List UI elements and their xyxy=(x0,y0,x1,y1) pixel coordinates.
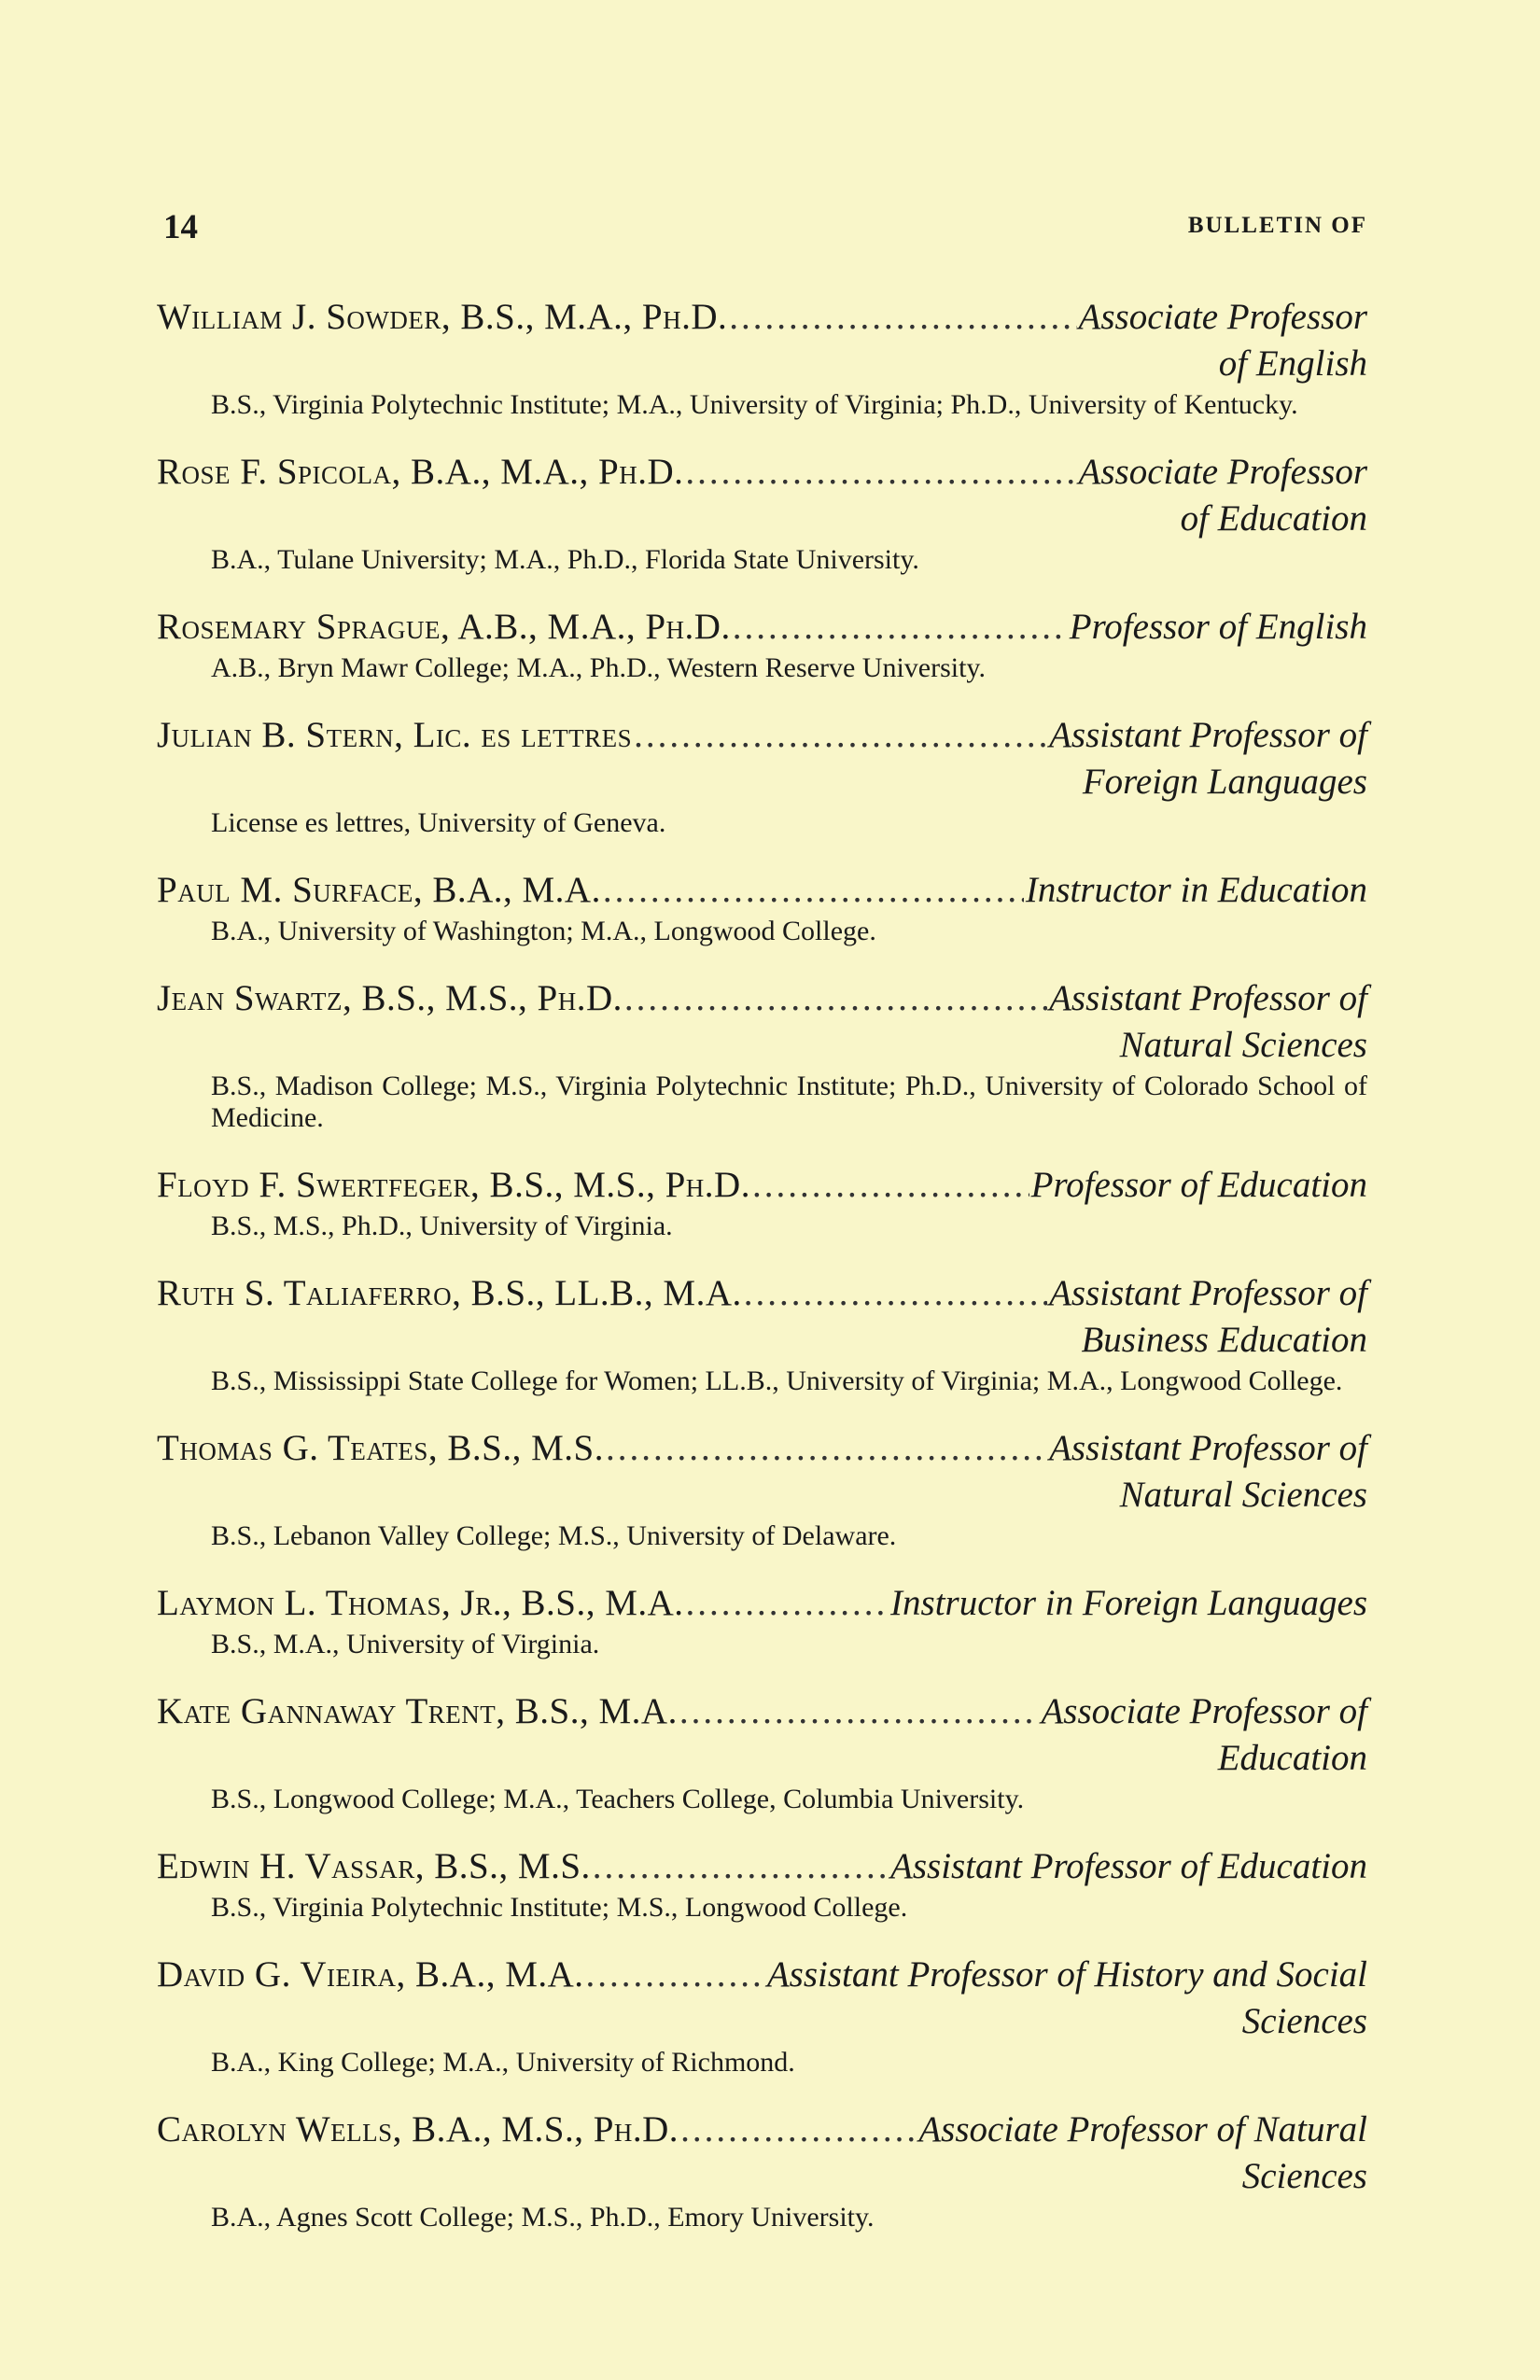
faculty-entry xyxy=(157,1162,1367,1242)
faculty-name: Carolyn Wells, B.A., M.S., Ph.D. xyxy=(157,2109,679,2149)
faculty-degrees: B.S., Lebanon Valley College; M.S., University of Delaware. xyxy=(211,1520,897,1551)
faculty-name: Rosemary Sprague, A.B., M.A., Ph.D. xyxy=(157,607,731,647)
faculty-name: Rose F. Spicola, B.A., M.A., Ph.D. xyxy=(157,452,684,492)
faculty-title: Associate Professor xyxy=(1078,297,1367,337)
entry-heading xyxy=(157,294,1367,341)
faculty-title: Assistant Professor of xyxy=(1049,978,1367,1018)
faculty-name: Julian B. Stern, Lic. es lettres xyxy=(157,715,633,755)
faculty-name: Floyd F. Swertfeger, B.S., M.S., Ph.D. xyxy=(157,1165,750,1205)
dot-leader xyxy=(685,449,1076,496)
running-head: BULLETIN OF xyxy=(1187,213,1367,238)
faculty-entry xyxy=(157,712,1367,839)
faculty-name: Thomas G. Teates, B.S., M.S. xyxy=(157,1428,604,1468)
entry-heading xyxy=(157,2107,1367,2153)
faculty-title: Assistant Professor of Education xyxy=(890,1846,1367,1886)
faculty-entry xyxy=(157,2107,1367,2233)
faculty-entry xyxy=(157,449,1367,576)
dot-leader xyxy=(606,1425,1047,1472)
entry-heading xyxy=(157,1162,1367,1209)
faculty-title-continued: Education xyxy=(1217,1738,1367,1778)
page-number: 14 xyxy=(163,208,198,246)
faculty-name: Paul M. Surface, B.A., M.A. xyxy=(157,870,601,910)
entry-heading xyxy=(157,1425,1367,1472)
faculty-name: William J. Sowder, B.S., M.A., Ph.D. xyxy=(157,297,728,337)
faculty-degrees: B.S., M.S., Ph.D., University of Virginia. xyxy=(211,1211,673,1241)
entry-heading xyxy=(157,1952,1367,1998)
faculty-name: Jean Swartz, B.S., M.S., Ph.D. xyxy=(157,978,623,1018)
dot-leader xyxy=(680,2107,917,2153)
entry-heading xyxy=(157,449,1367,496)
faculty-name: Laymon L. Thomas, Jr., B.S., M.A. xyxy=(157,1583,684,1623)
faculty-entry xyxy=(157,975,1367,1134)
dot-leader xyxy=(733,604,1068,651)
entry-heading xyxy=(157,1270,1367,1317)
dot-leader xyxy=(729,294,1076,341)
faculty-entry xyxy=(157,1688,1367,1815)
faculty-list xyxy=(157,294,1367,2261)
faculty-entry xyxy=(157,1270,1367,1397)
dot-leader xyxy=(624,975,1047,1022)
faculty-degrees: B.S., M.A., University of Virginia. xyxy=(211,1629,600,1659)
dot-leader xyxy=(686,1580,889,1627)
faculty-title-continued: Sciences xyxy=(1241,2001,1367,2041)
faculty-title-continued: Business Education xyxy=(1081,1320,1367,1360)
faculty-entry xyxy=(157,1843,1367,1924)
faculty-name: Edwin H. Vassar, B.S., M.S. xyxy=(157,1846,591,1886)
faculty-title: Associate Professor of xyxy=(1041,1691,1367,1731)
faculty-entry xyxy=(157,867,1367,947)
dot-leader xyxy=(586,1952,765,1998)
entry-heading xyxy=(157,1843,1367,1890)
faculty-entry xyxy=(157,1952,1367,2079)
entry-heading xyxy=(157,975,1367,1022)
faculty-degrees: B.A., King College; M.A., University of Richmond. xyxy=(211,2047,795,2078)
faculty-degrees: B.S., Madison College; M.S., Virginia Polytechnic Institute; Ph.D., University of Colorado School of Medicine. xyxy=(211,1071,1367,1133)
entry-heading xyxy=(157,604,1367,651)
faculty-degrees: B.A., University of Washington; M.A., Longwood College. xyxy=(211,916,876,946)
faculty-title: Associate Professor of Natural xyxy=(918,2109,1367,2149)
entry-heading xyxy=(157,712,1367,759)
faculty-title: Assistant Professor of History and Social xyxy=(766,1954,1367,1995)
dot-leader xyxy=(679,1688,1040,1735)
faculty-title-continued: Foreign Languages xyxy=(1082,762,1367,802)
entry-heading xyxy=(157,1580,1367,1627)
faculty-degrees: License es lettres, University of Geneva. xyxy=(211,807,666,838)
faculty-title-continued: of Education xyxy=(1180,498,1367,539)
faculty-degrees: B.S., Virginia Polytechnic Institute; M.A., University of Virginia; Ph.D., University of Kentucky. xyxy=(211,389,1298,420)
faculty-title: Professor of Education xyxy=(1030,1165,1367,1205)
dot-leader xyxy=(744,1270,1047,1317)
faculty-degrees: A.B., Bryn Mawr College; M.A., Ph.D., Western Reserve University. xyxy=(211,652,986,683)
faculty-name: Kate Gannaway Trent, B.S., M.A. xyxy=(157,1691,678,1731)
faculty-title: Assistant Professor of xyxy=(1049,1273,1367,1313)
faculty-entry xyxy=(157,1580,1367,1660)
dot-leader xyxy=(634,712,1047,759)
faculty-title: Instructor in Foreign Languages xyxy=(890,1583,1367,1623)
dot-leader xyxy=(752,1162,1029,1209)
faculty-title: Professor of English xyxy=(1069,607,1367,647)
dot-leader xyxy=(603,867,1024,914)
faculty-title: Instructor in Education xyxy=(1025,870,1367,910)
faculty-title-continued: Sciences xyxy=(1241,2156,1367,2196)
faculty-title: Assistant Professor of xyxy=(1049,1428,1367,1468)
faculty-title: Assistant Professor of xyxy=(1049,715,1367,755)
faculty-name: Ruth S. Taliaferro, B.S., LL.B., M.A. xyxy=(157,1273,742,1313)
page-header xyxy=(163,207,1367,254)
faculty-title-continued: Natural Sciences xyxy=(1119,1475,1367,1515)
faculty-entry xyxy=(157,1425,1367,1552)
faculty-title-continued: Natural Sciences xyxy=(1119,1025,1367,1065)
faculty-entry xyxy=(157,294,1367,421)
faculty-degrees: B.S., Virginia Polytechnic Institute; M.S., Longwood College. xyxy=(211,1892,908,1923)
faculty-degrees: B.A., Agnes Scott College; M.S., Ph.D., Emory University. xyxy=(211,2202,875,2233)
faculty-degrees: B.S., Longwood College; M.A., Teachers College, Columbia University. xyxy=(211,1784,1025,1814)
entry-heading xyxy=(157,867,1367,914)
faculty-name: David G. Vieira, B.A., M.A. xyxy=(157,1954,584,1995)
dot-leader xyxy=(593,1843,889,1890)
faculty-degrees: B.S., Mississippi State College for Women; LL.B., University of Virginia; M.A., Longwood College. xyxy=(211,1365,1343,1396)
faculty-degrees: B.A., Tulane University; M.A., Ph.D., Florida State University. xyxy=(211,544,919,575)
faculty-entry xyxy=(157,604,1367,684)
faculty-title-continued: of English xyxy=(1218,343,1367,384)
entry-heading xyxy=(157,1688,1367,1735)
faculty-title: Associate Professor xyxy=(1078,452,1367,492)
